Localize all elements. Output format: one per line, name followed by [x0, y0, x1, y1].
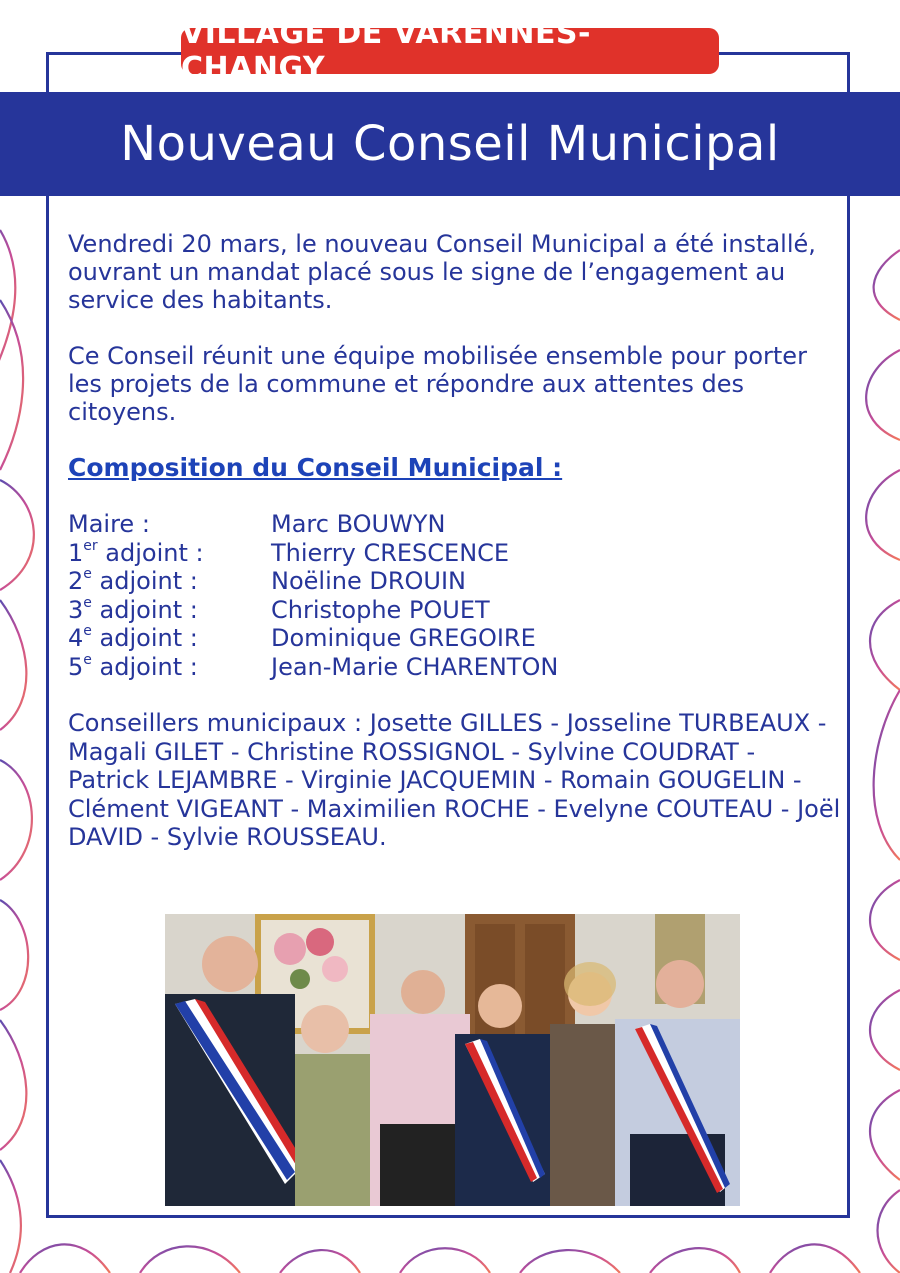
member-row — [68, 624, 843, 653]
member-role: 1er adjoint : — [68, 537, 204, 567]
member-role: Maire : — [68, 510, 150, 538]
member-role: 3e adjoint : — [68, 594, 198, 624]
member-row — [68, 567, 843, 596]
member-row — [68, 653, 843, 682]
conseillers-paragraph: Conseillers municipaux : Josette GILLES - Josseline TURBEAUX - Magali GILET - Christine ROSSIGNOL - Sylvine COUDRAT - Patrick LEJAMBRE - Virginie JACQUEMIN - Romain GOUGELIN - Clément VIGEANT - Maximilien ROCHE - Evelyne COUTEAU - Joël DAVID - Sylvie ROUSSEAU. — [68, 709, 841, 851]
member-name: Jean-Marie CHARENTON — [271, 652, 559, 681]
member-name: Dominique GREGOIRE — [271, 624, 536, 652]
member-row — [68, 596, 843, 625]
village-badge — [181, 16, 719, 86]
member-row — [68, 539, 843, 568]
member-role: 5e adjoint : — [68, 651, 198, 681]
page-title: Nouveau Conseil Municipal — [120, 116, 780, 172]
member-name: Noëline DROUIN — [271, 567, 466, 595]
member-name: Marc BOUWYN — [271, 510, 446, 538]
member-role: 4e adjoint : — [68, 623, 198, 652]
member-role: 2e adjoint : — [68, 566, 198, 595]
group-photo — [165, 914, 740, 1206]
composition-heading: Composition du Conseil Municipal : — [68, 453, 563, 482]
member-name: Christophe POUET — [271, 595, 490, 624]
article-body — [68, 230, 843, 852]
composition-list — [68, 510, 843, 681]
village-label: VILLAGE DE VARENNES-CHANGY — [181, 16, 591, 86]
intro-paragraph-1: Vendredi 20 mars, le nouveau Conseil Municipal a été installé, ouvrant un mandat placé sous le signe de l’engagement au service des habitants. — [68, 230, 816, 314]
title-banner — [0, 92, 900, 196]
member-name: Thierry CRESCENCE — [271, 538, 510, 567]
member-row — [68, 510, 843, 539]
intro-paragraph-2: Ce Conseil réunit une équipe mobilisée ensemble pour porter les projets de la commune et répondre aux attentes des citoyens. — [68, 342, 807, 426]
